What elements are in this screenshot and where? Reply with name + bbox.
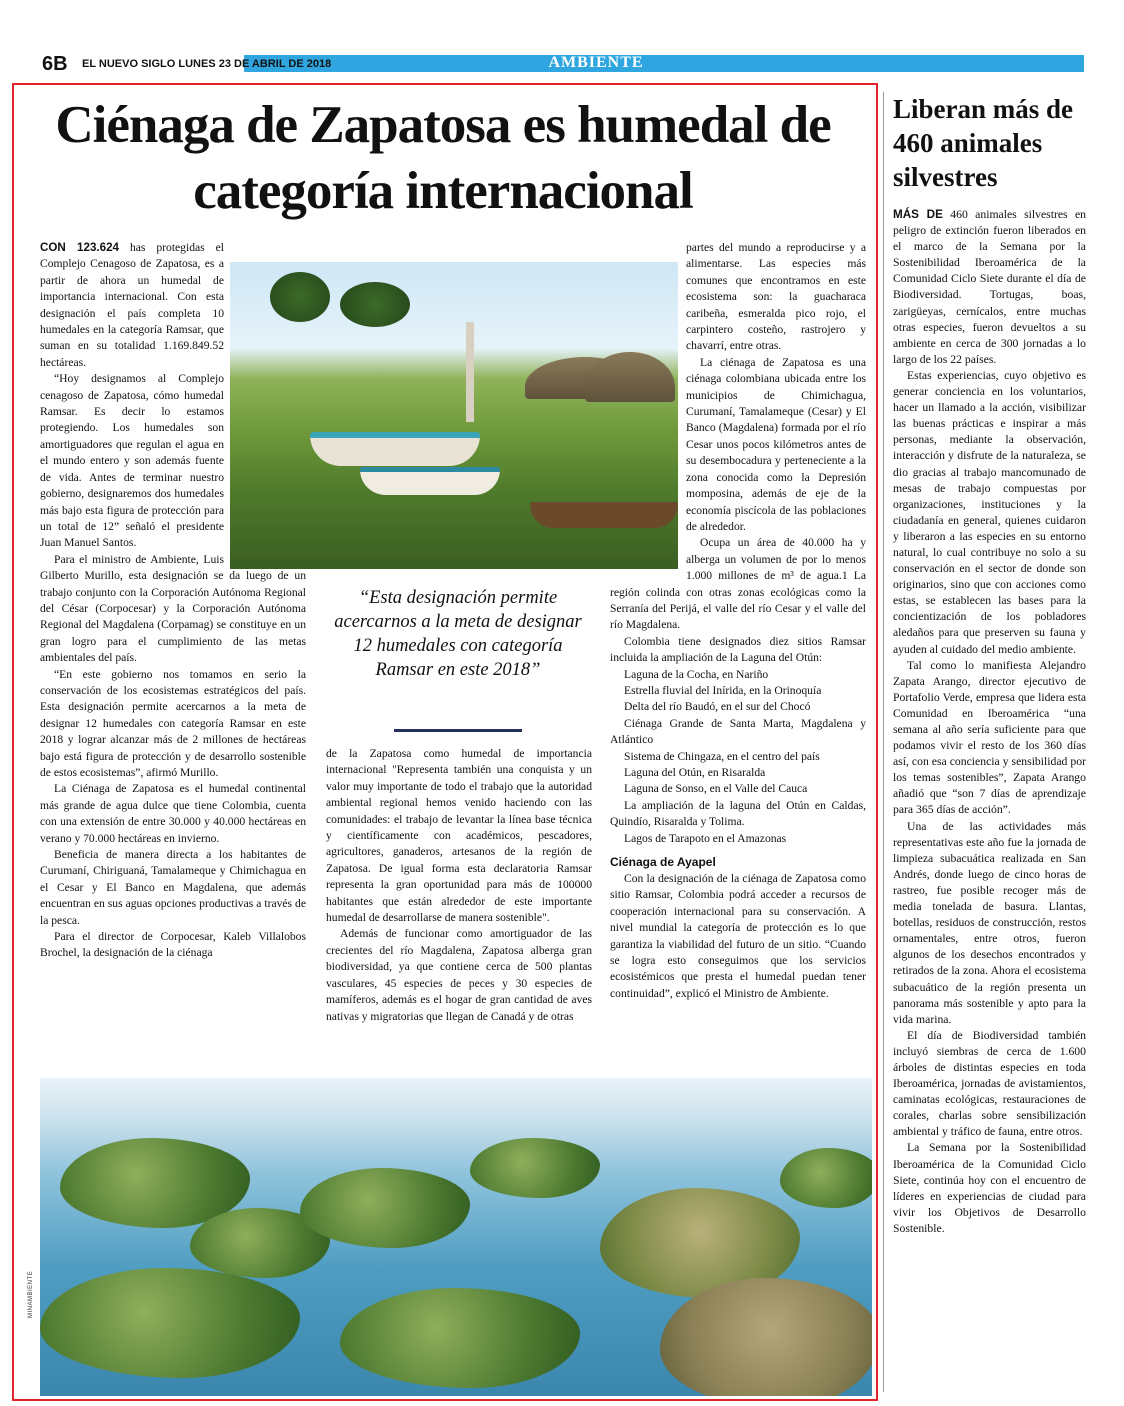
boat-shape xyxy=(310,432,480,466)
list-item: Estrella fluvial del Inírida, en la Orinoquía xyxy=(624,683,822,697)
paragraph: Ocupa un área de 40.000 ha y alberga un volumen de por lo menos 1.000 millones de m³ de agua.1 La región colinda con otras zonas ecológicas como la Serranía del Perijá, el valle del río Cesar y el valle del río Magdalena. xyxy=(610,536,866,632)
page-number: 6B xyxy=(42,53,68,75)
paragraph: La ciénaga de Zapatosa es una ciénaga colombiana ubicada entre los municipios de Chimichagua, Curumaní, Tamalameque (Cesar) y El Banco (Magdalena) formada por el río Cesar unos pocos kilómetros antes de su desembocadura y perteneciente a la zona conocida como la Depresión momposina, además de eje de la economía piscícola de las poblaciones de alrededor. xyxy=(686,355,866,533)
paragraph: “Hoy designamos al Complejo cenagoso de Zapatosa, cómo humedal Ramsar. Es decir lo estamos protegiendo. Los humedales son amortiguadores que regulan el agua en el mundo entero y son además fuente de vida. Antes de terminar nuestro gobierno, designaremos dos humedales más bajo esta figura de protección para un total de 12” señaló el presidente Juan Manuel Santos. xyxy=(40,372,224,550)
paragraph: La Ciénaga de Zapatosa es el humedal continental más grande de agua dulce que tiene Colombia, cuenta con una extensión de entre 30.000 y 40.000 hectáreas en verano y 70.000 hectáreas en invierno. xyxy=(40,782,306,845)
island-shape xyxy=(340,1288,580,1388)
lead-word: CON 123.624 xyxy=(40,241,119,254)
article-headline: Ciénaga de Zapatosa es humedal de categoría internacional xyxy=(55,96,831,220)
quote-rule xyxy=(394,729,522,732)
photo-wrap-space xyxy=(610,240,680,572)
ramsar-sites-list xyxy=(610,667,866,847)
post-shape xyxy=(466,322,474,422)
paragraph: Además de funcionar como amortiguador de las crecientes del río Magdalena, Zapatosa alberga gran biodiversidad, ya que contiene cerca de 500 plantas vasculares, 45 especies de peces y 30 especies de mamíferos, además es el hogar de gran cantidad de aves nativas y migratorias que llegan de Canadá y de otras xyxy=(326,927,592,1023)
list-item: Sistema de Chingaza, en el centro del país xyxy=(624,749,820,763)
paragraph: Beneficia de manera directa a los habitantes de Curumaní, Chiriguaná, Tamalameque y Chimichagua en el Cesar y El Banco en Magdalena, que además encuentran en sus aguas opciones productivas a través de la pesca. xyxy=(40,848,306,927)
photo-wrap-space xyxy=(228,240,306,568)
column-rule xyxy=(883,92,884,1392)
paragraph: Para el ministro de Ambiente, Luis Gilberto Murillo, esta designación se da luego de un trabajo conjunto con la Corporación Autónoma Regional del César (Corpocesar) y la Corporación Autónoma Regional del Magdalena (Corpamag) se constituye en un gran logro para el cumplimiento de las metas ambientales del país. xyxy=(40,552,306,665)
paragraph: partes del mundo a reproducirse y a alimentarse. Las especies más comunes que encontramos en este ecosistema son: la guacharaca caribeña, esmeralda pico rojo, el carpintero costeño, rastrojero y chavarrí, entre otras. xyxy=(686,241,866,353)
list-item: Laguna de la Cocha, en Nariño xyxy=(624,667,769,681)
tree-shape xyxy=(340,282,410,327)
sidebar-column xyxy=(893,207,1086,1237)
paragraph: de la Zapatosa como humedal de importancia internacional "Representa también una conquista y un valor muy importante de todo el trabajo que la autoridad ambiental regional hemos venido haciendo con las comunidades: el trabajo de levantar la línea base técnica y científicamente con académicos, pescadores, agricultores, ganaderos, artesanos de la región de Zapatosa. De igual forma esta declaratoria Ramsar representa la gran oportunidad para más de 100000 habitantes que están alrededor de este importante humedal de desarrollarse de manera sostenible". xyxy=(326,747,592,925)
article-column-3 xyxy=(610,240,866,1002)
lead-word: MÁS DE xyxy=(893,208,943,221)
list-item: Laguna del Otún, en Risaralda xyxy=(624,766,766,779)
list-item: Laguna de Sonso, en el Valle del Cauca xyxy=(624,782,808,796)
photo-credit: MINAMBIENTE xyxy=(28,1270,34,1318)
paragraph: La Semana por la Sostenibilidad Iberoamérica de la Comunidad Ciclo Siete, continúa hoy con el encuentro de líderes en experiencias de ciudad para vivir los Objetivos de Desarrollo Sostenible. xyxy=(893,1141,1086,1235)
paragraph: Estas experiencias, cuyo objetivo es generar conciencia en los voluntarios, hacer un llamado a la acción, visibilizar las buenas prácticas e inspirar a más personas, mediante la observación, interacción y disfrute de la naturaleza, se dio gracias al trabajo mancomunado de mesas de trabajo compuestas por organizaciones, instituciones y la ciudadanía en general, quienes cuidaron y liberaron a las especies en su entorno natural, lo cual contribuye no solo a su conservación en el sector de donde son originarios, sino que con acciones como estas, se establecen las bases para la concientización de los pobladores aledaños para que preserven su fauna y ayuden al cuidado del medio ambiente. xyxy=(893,368,1086,656)
sidebar-headline: Liberan más de 460 animales silvestres xyxy=(893,94,1074,192)
paragraph: has protegidas el Complejo Cenagoso de Zapatosa, es a partir de ahora un humedal de importancia internacional. Con esta designación el país completa 10 humedales en la categoría Ramsar, que suman en su totalidad 1.169.849.52 hectáreas. xyxy=(40,241,224,369)
list-item: Ciénaga Grande de Santa Marta, Magdalena y Atlántico xyxy=(610,716,866,747)
island-shape xyxy=(40,1268,300,1378)
paragraph: Con la designación de la ciénaga de Zapatosa como sitio Ramsar, Colombia podrá acceder a recursos de cooperación internacional para su conservación. A nivel mundial la categoría de protección es lo que garantiza la viabilidad del futuro de un sitio. “Cuando se logra esto conseguimos que los servicios ecosistémicos que presta el humedal puedan tener continuidad”, explicó el Ministro de Ambiente. xyxy=(610,872,866,1000)
paragraph: “En este gobierno nos tomamos en serio la conservación de los ecosistemas estratégicos del país. Esta designación permite acercarnos a la meta de designar 12 humedales con categoría Ramsar en este 2018 y lograr alcanzar más de 2 millones de hectáreas bajo está figura de protección y de desarrollo sostenible de estos ecosistemas”, afirmó Murillo. xyxy=(40,667,306,779)
subheading: Ciénaga de Ayapel xyxy=(610,855,716,870)
publication-dateline: EL NUEVO SIGLO LUNES 23 DE ABRIL DE 2018 xyxy=(82,58,332,70)
pull-quote: “Esta designación permite acercarnos a la meta de designar 12 humedales con categoría Ramsar en este 2018” xyxy=(334,588,582,680)
paragraph: 460 animales silvestres en peligro de extinción fueron liberados en el marco de la Semana por la Sostenibilidad Iberoamérica de la Comunidad Ciclo Siete durante el día de Biodiversidad. Tortugas, boas, zarigüeyas, cernícalos, entre muchas otras especies, fueron devueltos a su ambiente en cerca de 300 jornadas a lo largo de los 22 países. xyxy=(893,208,1086,366)
paragraph: Tal como lo manifiesta Alejandro Zapata Arango, director ejecutivo de Portafolio Verde, empresa que lidera esta Comunidad en Iberoamérica “una semana al año sería suficiente para que podamos vivir el resto de los 360 días así, con esa conciencia y sensibilidad por los temas sostenibles”, Zapata Arango añadió que “son 7 días de aprendizaje para 365 días de acción”. xyxy=(893,658,1086,817)
island-shape xyxy=(780,1148,872,1208)
list-item: Lagos de Tarapoto en el Amazonas xyxy=(624,831,787,845)
article-column-2 xyxy=(326,746,592,1025)
section-title: AMBIENTE xyxy=(548,54,644,71)
boat-shape xyxy=(360,467,500,495)
page-header xyxy=(38,53,1084,75)
paragraph: El día de Biodiversidad también incluyó siembras de cerca de 1.600 árboles de distintas especies en toda Iberoamérica, jornadas de avistamientos, caminatas ecológicas, restauraciones de corales, charlas sobre sensibilización ambiental y tráfico de fauna, entre otros. xyxy=(893,1028,1086,1139)
paragraph: Colombia tiene designados diez sitios Ramsar incluida la ampliación de la Laguna del Otún: xyxy=(610,634,866,665)
list-item: La ampliación de la laguna del Otún en Caldas, Quindío, Risaralda y Tolima. xyxy=(610,798,866,829)
island-shape xyxy=(300,1168,470,1248)
article-column-1 xyxy=(40,240,306,962)
aerial-wetland-photo xyxy=(40,1078,872,1396)
list-item: Delta del río Baudó, en el sur del Chocó xyxy=(624,700,811,714)
paragraph: Una de las actividades más representativas este año fue la jornada de limpieza subacuática realizada en San Andrés, donde luego de cinco horas de rastreo, fue posible recoger más de media tonelada de basura. Llantas, botellas, residuos de construcción, restos ornamentales, entre otros, fueron algunos de los desechos encontrados y retirados de la zona. Ahora el ecosistema subacuático de la región presenta un panorama más sostenible y apto para la vida marina. xyxy=(893,819,1086,1026)
island-shape xyxy=(470,1138,600,1198)
paragraph: Para el director de Corpocesar, Kaleb Villalobos Brochel, la designación de la ciénaga xyxy=(40,930,306,960)
